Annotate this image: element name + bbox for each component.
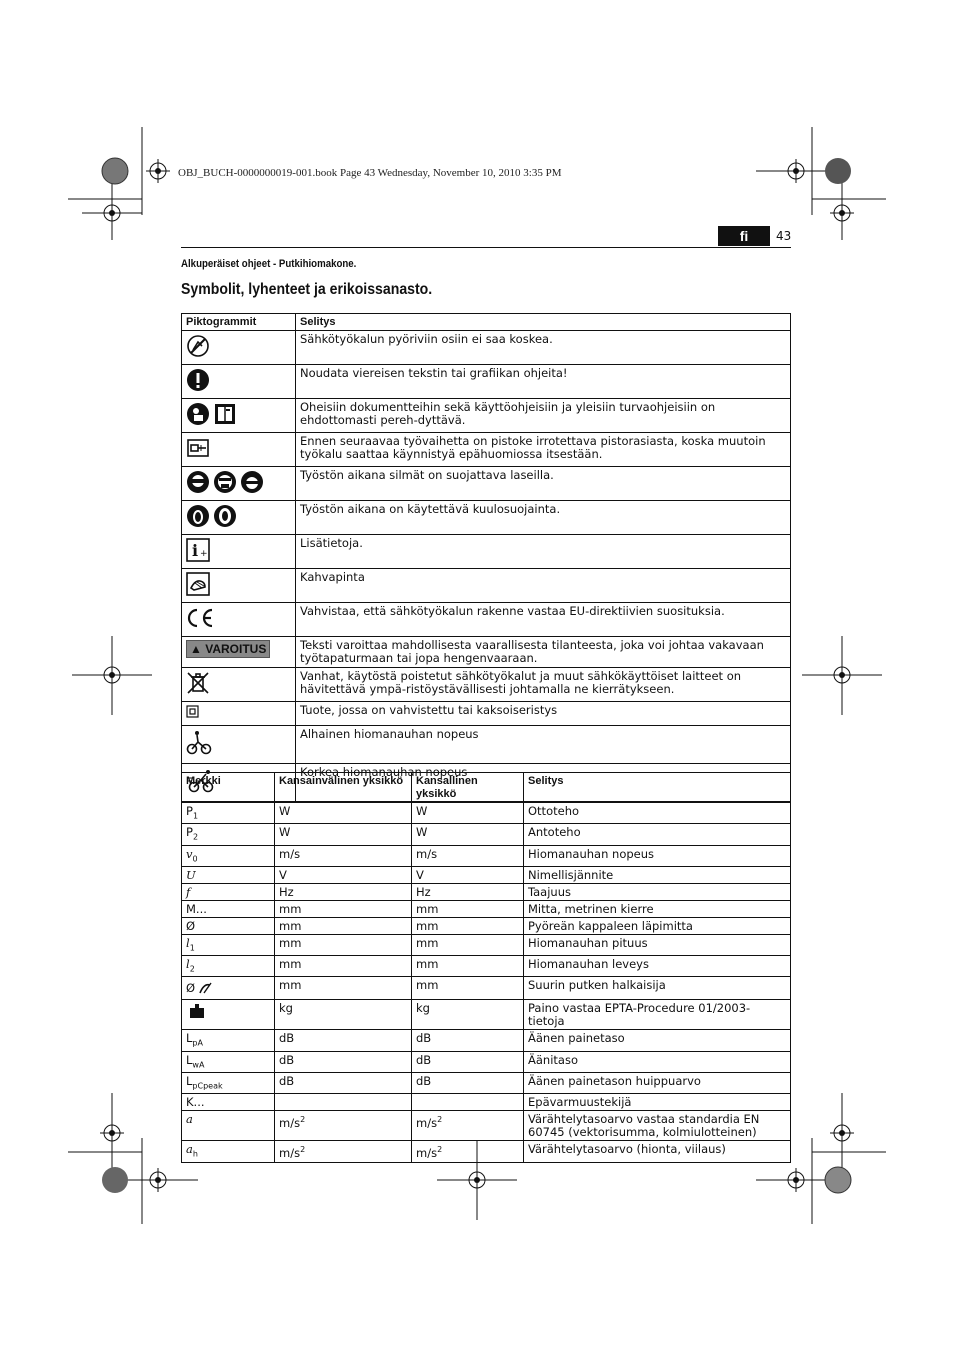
ear-muff-icon [213,504,237,531]
symbol-row [182,956,791,977]
pictogram-explanation: Oheisiin dokumentteihin sekä käyttöohjeisiin ja yleisiin turvaohjeisiin on ehdottomasti pereh-dyttävä. [296,399,791,433]
symbol-description: Ottoteho [524,803,791,824]
symbol-row [182,1051,791,1072]
intl-unit-cell: Hz [275,883,412,900]
intl-unit-cell: mm [275,977,412,1000]
intl-unit-cell: $m/s^2$ [275,1111,412,1141]
symbol-row [182,917,791,934]
symbol-description: Hiomanauhan pituus [524,934,791,955]
national-unit-cell: Hz [412,883,524,900]
pictogram-cell [182,331,296,365]
symbol-cell: $a_h$ [182,1141,275,1162]
pictogram-explanation: Työstön aikana on käytettävä kuulosuojainta. [296,501,791,535]
pictogram-cell [182,726,296,764]
info-icon [186,538,210,565]
national-unit-cell: mm [412,977,524,1000]
symbol-description: Pyöreän kappaleen läpimitta [524,917,791,934]
pictogram-row [182,467,791,501]
pictogram-cell [182,433,296,467]
intl-unit-cell: kg [275,1000,412,1030]
symbol-cell: $l_2$ [182,956,275,977]
pictogram-explanation: Ennen seuraavaa työvaihetta on pistoke irrotettava pistorasiasta, koska muutoin työkalu saattaa käynnistyä epähuomiossa itsestään. [296,433,791,467]
symbol-row [182,1141,791,1162]
pictogram-row [182,603,791,637]
intl-unit-cell: V [275,866,412,883]
symbol-cell: U [182,866,275,883]
symbol-row [182,1094,791,1111]
visor-icon [240,470,264,497]
pictogram-cell [182,467,296,501]
national-unit-cell: $m/s^2$ [412,1141,524,1162]
symbol-description: Värähtelytasoarvo (hionta, viilaus) [524,1141,791,1162]
page-number: 43 [776,229,792,243]
intl-unit-cell: W [275,824,412,845]
intl-unit-cell: mm [275,900,412,917]
national-unit-header: Kansallinen yksikkö [412,773,524,803]
pictogram-cell [182,365,296,399]
pictogram-row [182,702,791,726]
intl-unit-cell [275,1094,412,1111]
pictogram-explanation: Sähkötyökalun pyöriviin osiin ei saa koskea. [296,331,791,365]
no-touch-icon [186,334,210,361]
symbol-description: Äänitaso [524,1051,791,1072]
grip-surface-icon [186,572,210,599]
symbol-row [182,1111,791,1141]
pictogram-row [182,668,791,702]
print-header: OBJ_BUCH-0000000019-001.book Page 43 Wednesday, November 10, 2010 3:35 PM [178,167,562,179]
symbol-row [182,866,791,883]
symbol-row [182,934,791,955]
national-unit-cell: V [412,866,524,883]
pictogram-explanation: Lisätietoja. [296,535,791,569]
warning-badge-label: VAROITUS [205,642,267,656]
symbol-row [182,900,791,917]
pictogram-row [182,331,791,365]
national-unit-cell: dB [412,1051,524,1072]
language-tab: fi [718,226,770,246]
svg-text:i: i [192,541,199,560]
national-unit-cell: mm [412,900,524,917]
national-unit-cell: kg [412,1000,524,1030]
pictogram-explanation: Tuote, jossa on vahvistettu tai kaksoiseristys [296,702,791,726]
symbol-description: Epävarmuustekijä [524,1094,791,1111]
symbol-header: Merkki [182,773,275,803]
pictogram-cell [182,569,296,603]
warning-triangle-icon: ▲ [190,642,206,656]
symbol-cell: $L_{pCpeak}$ [182,1073,275,1094]
symbol-row [182,824,791,845]
pictogram-row [182,569,791,603]
pictogram-explanation: Vanhat, käytöstä poistetut sähkötyökalut ja muut sähkökäyttöiset laitteet on hävitettävä ympä-ristöystävällisesti johtamalla ne kierrätykseen. [296,668,791,702]
intl-unit-cell: $m/s^2$ [275,1141,412,1162]
symbol-row [182,845,791,866]
national-unit-cell: dB [412,1030,524,1051]
pictogram-explanation: Korkea hiomanauhan nopeus [296,764,791,802]
svg-text:+: + [200,549,208,559]
pictogram-explanation: Noudata viereisen tekstin tai grafiikan ohjeita! [296,365,791,399]
pictogram-table [181,313,791,802]
unplug-icon [186,436,210,463]
symbol-cell: a [182,1111,275,1141]
symbol-description: Mitta, metrinen kierre [524,900,791,917]
symbol-description: Äänen painetaso [524,1030,791,1051]
pictogram-row [182,535,791,569]
pictogram-header: Piktogrammit [182,314,296,331]
symbol-cell: Ø [182,917,275,934]
slow-bicycle-icon [186,729,214,760]
pictogram-cell [182,668,296,702]
pictogram-cell [182,702,296,726]
national-unit-cell: m/s [412,845,524,866]
intl-unit-cell: dB [275,1030,412,1051]
national-unit-cell: $m/s^2$ [412,1111,524,1141]
pictogram-row [182,365,791,399]
pictogram-explanation: Kahvapinta [296,569,791,603]
symbol-cell: K... [182,1094,275,1111]
national-unit-cell: dB [412,1073,524,1094]
pictogram-cell [182,501,296,535]
symbol-description: Paino vastaa EPTA-Procedure 01/2003-tietoja [524,1000,791,1030]
pictogram-row [182,726,791,764]
symbol-cell: f [182,883,275,900]
symbol-description: Hiomanauhan leveys [524,956,791,977]
symbol-row [182,1073,791,1094]
symbol-row [182,803,791,824]
symbol-cell: $L_{wA}$ [182,1051,275,1072]
national-unit-cell: mm [412,917,524,934]
pictogram-explanation: Teksti varoittaa mahdollisesta vaarallisesta tilanteesta, joka voi johtaa vakavaan työtapaturmaan tai jopa hengenvaaraan. [296,637,791,668]
intl-unit-cell: m/s [275,845,412,866]
warning-badge-icon [186,640,270,658]
symbol-description: Taajuus [524,883,791,900]
symbol-cell: Ø [182,977,275,1000]
document-title: Symbolit, lyhenteet ja erikoissanasto. [181,281,433,298]
symbol-row [182,977,791,1000]
symbol-row [182,1030,791,1051]
double-insulation-icon [186,705,200,722]
attention-icon [186,368,210,395]
symbol-cell: $l_1$ [182,934,275,955]
pictogram-row [182,433,791,467]
intl-unit-cell: W [275,803,412,824]
national-unit-cell: mm [412,934,524,955]
symbol-cell: $v_0$ [182,845,275,866]
national-unit-cell: mm [412,956,524,977]
pictogram-cell [182,535,296,569]
weee-bin-icon [186,671,210,698]
weight-icon [189,1002,205,1021]
intl-unit-cell: dB [275,1073,412,1094]
description-header: Selitys [524,773,791,803]
intl-unit-cell: mm [275,917,412,934]
national-unit-cell [412,1094,524,1111]
intl-unit-cell: mm [275,956,412,977]
symbol-cell: M... [182,900,275,917]
document-subtitle: Alkuperäiset ohjeet - Putkihiomakone. [181,258,357,270]
pictogram-explanation: Alhainen hiomanauhan nopeus [296,726,791,764]
intl-unit-header: Kansainvälinen yksikkö [275,773,412,803]
read-manual-icon [186,402,210,429]
national-unit-cell: W [412,824,524,845]
pictogram-row [182,399,791,433]
book-icon [213,402,237,429]
symbol-cell: $P_1$ [182,803,275,824]
pictogram-cell [182,637,296,668]
pictogram-cell [182,603,296,637]
national-unit-cell: W [412,803,524,824]
pipe-icon [198,979,214,998]
pictogram-cell [182,399,296,433]
symbol-description: Suurin putken halkaisija [524,977,791,1000]
explanation-header: Selitys [296,314,791,331]
symbol-row [182,883,791,900]
pictogram-explanation: Vahvistaa, että sähkötyökalun rakenne vastaa EU-direktiivien suosituksia. [296,603,791,637]
intl-unit-cell: dB [275,1051,412,1072]
symbol-description: Hiomanauhan nopeus [524,845,791,866]
ear-protection-icon [186,504,210,531]
ce-mark-icon [186,606,216,633]
header-rule [181,247,791,248]
symbol-cell [182,1000,275,1030]
symbol-cell: $P_2$ [182,824,275,845]
symbol-description: Värähtelytasoarvo vastaa standardia EN 60745 (vektorisumma, kolmiulotteinen) [524,1111,791,1141]
pictogram-row [182,501,791,535]
symbol-description: Nimellisjännite [524,866,791,883]
goggles-icon [186,470,210,497]
symbol-description: Äänen painetason huippuarvo [524,1073,791,1094]
pictogram-row [182,637,791,668]
face-shield-icon [213,470,237,497]
intl-unit-cell: mm [275,934,412,955]
symbol-row [182,1000,791,1030]
symbols-table [181,772,791,1163]
symbol-description: Antoteho [524,824,791,845]
pictogram-explanation: Työstön aikana silmät on suojattava laseilla. [296,467,791,501]
symbol-cell: $L_{pA}$ [182,1030,275,1051]
